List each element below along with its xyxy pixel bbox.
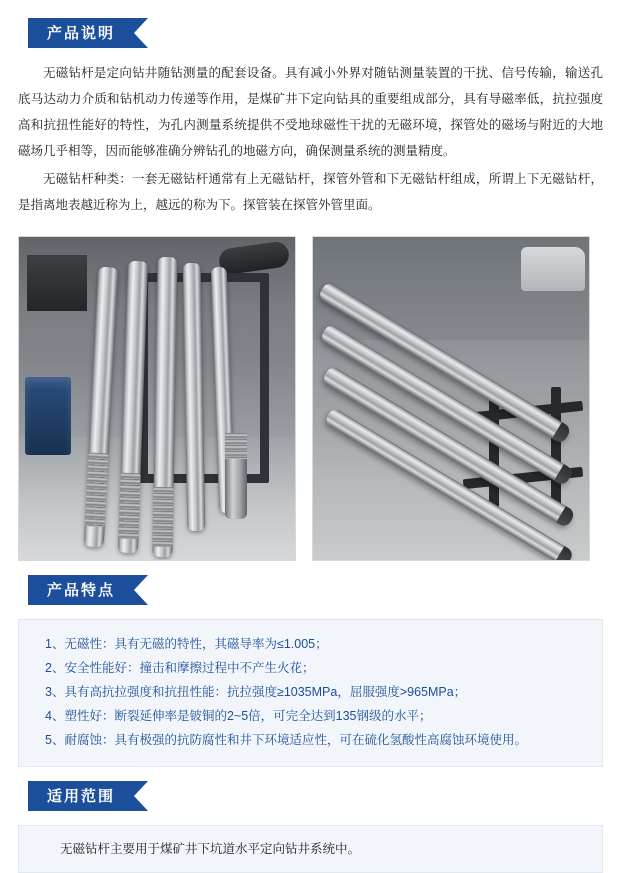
feature-list xyxy=(18,619,603,767)
photo1-stub-thread xyxy=(225,433,247,459)
photo2-vehicle xyxy=(521,247,585,291)
gallery-spacer xyxy=(0,561,621,575)
ribbon-tail-shape-features xyxy=(134,575,148,605)
ribbon-tail-shape xyxy=(134,18,148,48)
ribbon-tail-shape-scope xyxy=(134,781,148,811)
description-paragraph-1: 无磁钻杆是定向钻井随钻测量的配套设备。具有减小外界对随钻测量装置的干扰、信号传输，输送孔底马达动力介质和钻机动力传递等作用，是煤矿井下定向钻具的重要组成部分，具有导磁率低，抗拉强度高和抗扭性能好的特性，为孔内测量系统提供不受地球磁性干扰的无磁环境，探管处的磁场与附近的大地磁场几乎相等，因而能够准确分辨钻孔的地磁方向，确保测量系统的测量精度。 xyxy=(18,66,603,158)
product-photo-1 xyxy=(18,236,296,561)
scope-panel xyxy=(18,825,603,873)
product-photo-gallery xyxy=(18,236,603,561)
photo1-thread-2 xyxy=(118,473,140,540)
photo1-thread-3 xyxy=(153,487,174,547)
list-item: 1、无磁性：具有无磁的特性，其磁导率为≤1.005； xyxy=(45,637,328,651)
ribbon-banner-scope xyxy=(28,781,134,811)
product-photo-2 xyxy=(312,236,590,561)
photo1-blue-drum xyxy=(25,377,71,455)
section-header-product-features xyxy=(28,575,156,605)
description-paragraph-2: 无磁钻杆种类：一套无磁钻杆通常有上无磁钻杆，探管外管和下无磁钻杆组成，所谓上下无磁钻杆，是指离地表越近称为上，越远的称为下。探管装在探管外管里面。 xyxy=(18,172,603,212)
list-item: 2、安全性能好：撞击和摩擦过程中不产生火花； xyxy=(45,661,315,675)
scope-text: 无磁钻杆主要用于煤矿井下坑道水平定向钻井系统中。 xyxy=(60,842,361,856)
photo1-thread-1 xyxy=(85,452,109,527)
section-title: 产品说明 xyxy=(46,24,115,42)
photo1-dark-box xyxy=(27,255,87,311)
list-item: 3、具有高抗拉强度和抗扭性能：抗拉强度≥1035MPa，屈服强度>965MPa； xyxy=(45,685,467,699)
ribbon-banner xyxy=(28,18,134,48)
photo1-hose xyxy=(218,240,291,275)
section-title-scope: 适用范围 xyxy=(46,787,115,805)
list-item: 5、耐腐蚀：具有极强的抗防腐性和井下环境适应性，可在硫化氢酸性高腐蚀环境使用。 xyxy=(45,733,527,747)
top-spacer xyxy=(0,0,621,18)
section-header-scope xyxy=(28,781,156,811)
list-item: 4、塑性好：断裂延伸率是铍铜的2~5倍，可完全达到135钢级的水平； xyxy=(45,709,432,723)
ribbon-banner-features xyxy=(28,575,134,605)
section-header-product-description xyxy=(28,18,156,48)
section-title-features: 产品特点 xyxy=(46,581,115,599)
photo1-rod-stub xyxy=(225,433,247,519)
features-spacer xyxy=(0,767,621,781)
product-description-body xyxy=(18,60,603,218)
